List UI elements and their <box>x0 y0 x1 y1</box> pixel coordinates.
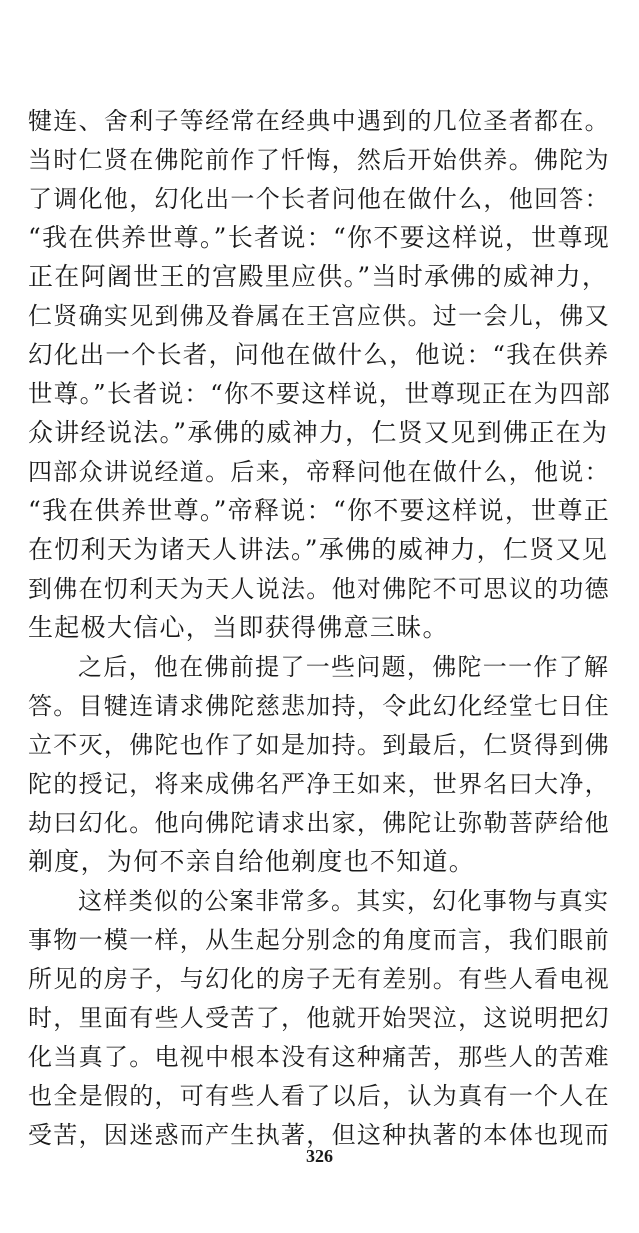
text-line: 仁贤确实见到佛及眷属在王宫应供。过一会儿，佛又 <box>28 302 610 330</box>
text-line: 陀的授记，将来成佛名严净王如来，世界名曰大净， <box>28 770 610 798</box>
text-line: 在忉利天为诸天人讲法。”承佛的威神力，仁贤又见 <box>28 535 609 564</box>
text-line: 事物一模一样，从生起分别念的角度而言，我们眼前 <box>28 926 610 954</box>
text-line: 受苦，因迷惑而产生执著，但这种执著的本体也现而 <box>28 1121 610 1149</box>
text-line: 幻化出一个长者，问他在做什么，他说：“我在供养 <box>28 340 610 369</box>
text-line: 答。目犍连请求佛陀慈悲加持，令此幻化经堂七日住 <box>28 692 610 720</box>
text-line: 所见的房子，与幻化的房子无有差别。有些人看电视 <box>28 965 610 993</box>
text-line: 犍连、舍利子等经常在经典中遇到的几位圣者都在。 <box>28 107 610 135</box>
text-line: 了调化他，幻化出一个长者问他在做什么，他回答： <box>28 185 610 213</box>
text-line: 也全是假的，可有些人看了以后，认为真有一个人在 <box>28 1082 610 1110</box>
paragraph-first-line: 这样类似的公案非常多。其实，幻化事物与真实 <box>78 887 610 915</box>
text-line: 劫曰幻化。他向佛陀请求出家，佛陀让弥勒菩萨给他 <box>28 809 610 837</box>
text-line: 到佛在忉利天为天人说法。他对佛陀不可思议的功德 <box>28 575 610 603</box>
text-line: 时，里面有些人受苦了，他就开始哭泣，这说明把幻 <box>28 1004 610 1032</box>
text-line: “我在供养世尊。”帝释说：“你不要这样说，世尊正 <box>28 496 611 525</box>
text-line: 化当真了。电视中根本没有这种痛苦，那些人的苦难 <box>28 1043 610 1071</box>
text-line: 正在阿阇世王的宫殿里应供。”当时承佛的威神力， <box>28 262 609 291</box>
text-line: “我在供养世尊。”长者说：“你不要这样说，世尊现 <box>28 223 611 252</box>
text-line: 立不灭，佛陀也作了如是加持。到最后，仁贤得到佛 <box>28 731 610 759</box>
text-line: 世尊。”长者说：“你不要这样说，世尊现正在为四部 <box>28 379 611 408</box>
page-number: 326 <box>306 1146 333 1166</box>
text-line: 四部众讲说经道。后来，帝释问他在做什么，他说： <box>28 458 610 486</box>
text-line: 当时仁贤在佛陀前作了忏悔，然后开始供养。佛陀为 <box>28 146 610 174</box>
text-line: 生起极大信心，当即获得佛意三昧。 <box>28 613 449 642</box>
text-line: 众讲经说法。”承佛的威神力，仁贤又见到佛正在为 <box>28 418 609 447</box>
text-line: 剃度，为何不亲自给他剃度也不知道。 <box>28 847 476 876</box>
paragraph-first-line: 之后，他在佛前提了一些问题，佛陀一一作了解 <box>78 653 610 681</box>
